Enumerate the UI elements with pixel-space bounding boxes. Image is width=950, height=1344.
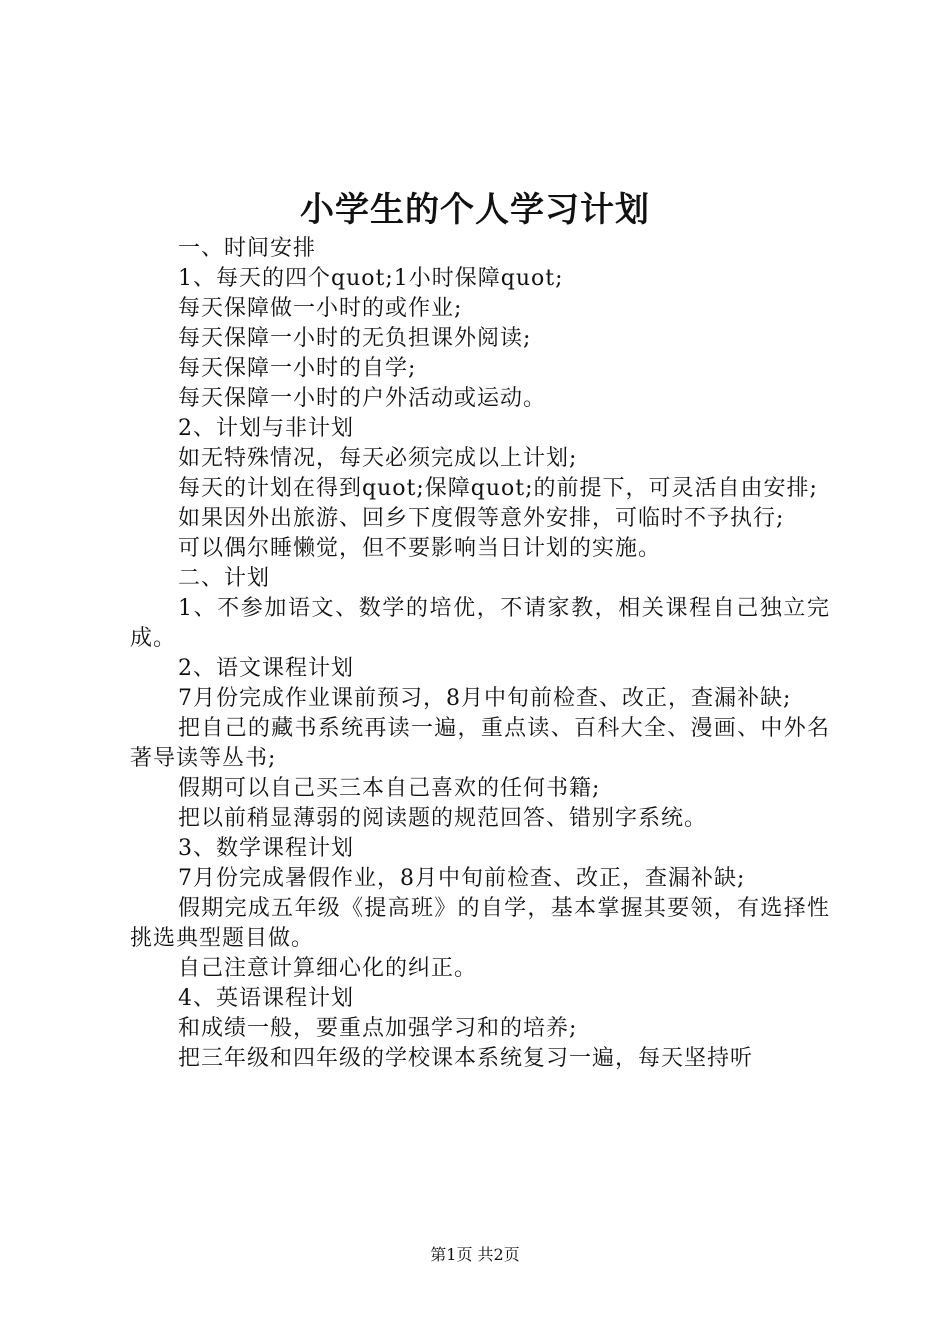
paragraph: 1、不参加语文、数学的培优，不请家教，相关课程自己独立完成。 bbox=[130, 596, 830, 651]
paragraph: 可以偶尔睡懒觉，但不要影响当日计划的实施。 bbox=[178, 536, 662, 561]
paragraph: 如无特殊情况，每天必须完成以上计划; bbox=[178, 446, 578, 471]
document-body bbox=[130, 234, 830, 1074]
paragraph: 4、英语课程计划 bbox=[178, 986, 354, 1011]
paragraph: 假期完成五年级《提高班》的自学，基本掌握其要领，有选择性挑选典型题目做。 bbox=[130, 896, 830, 951]
paragraph: 把三年级和四年级的学校课本系统复习一遍，每天坚持听 bbox=[178, 1046, 754, 1071]
paragraph: 每天保障做一小时的或作业; bbox=[178, 296, 463, 321]
paragraph: 每天保障一小时的自学; bbox=[178, 356, 417, 381]
paragraph: 2、计划与非计划 bbox=[178, 416, 354, 441]
paragraph: 2、语文课程计划 bbox=[178, 656, 354, 681]
paragraph: 3、数学课程计划 bbox=[178, 836, 354, 861]
page-number-footer: 第1页 共2页 bbox=[430, 1245, 520, 1264]
paragraph: 每天保障一小时的户外活动或运动。 bbox=[178, 386, 547, 411]
paragraph: 每天的计划在得到quot;保障quot;的前提下，可灵活自由安排; bbox=[178, 476, 818, 501]
paragraph: 把以前稍显薄弱的阅读题的规范回答、错别字系统。 bbox=[178, 806, 708, 831]
paragraph: 如果因外出旅游、回乡下度假等意外安排，可临时不予执行; bbox=[178, 506, 785, 531]
paragraph: 1、每天的四个quot;1小时保障quot; bbox=[178, 266, 564, 291]
paragraph: 把自己的藏书系统再读一遍，重点读、百科大全、漫画、中外名著导读等丛书; bbox=[130, 716, 830, 771]
document-title: 小学生的个人学习计划 bbox=[300, 190, 650, 230]
paragraph: 二、计划 bbox=[178, 566, 271, 591]
paragraph: 和成绩一般，要重点加强学习和的培养; bbox=[178, 1016, 578, 1041]
paragraph: 一、时间安排 bbox=[178, 236, 317, 261]
paragraph: 每天保障一小时的无负担课外阅读; bbox=[178, 326, 532, 351]
paragraph: 假期可以自己买三本自己喜欢的任何书籍; bbox=[178, 776, 601, 801]
paragraph: 7月份完成暑假作业，8月中旬前检查、改正，查漏补缺; bbox=[178, 866, 746, 891]
paragraph: 自己注意计算细心化的纠正。 bbox=[178, 956, 478, 981]
paragraph: 7月份完成作业课前预习，8月中旬前检查、改正，查漏补缺; bbox=[178, 686, 792, 711]
